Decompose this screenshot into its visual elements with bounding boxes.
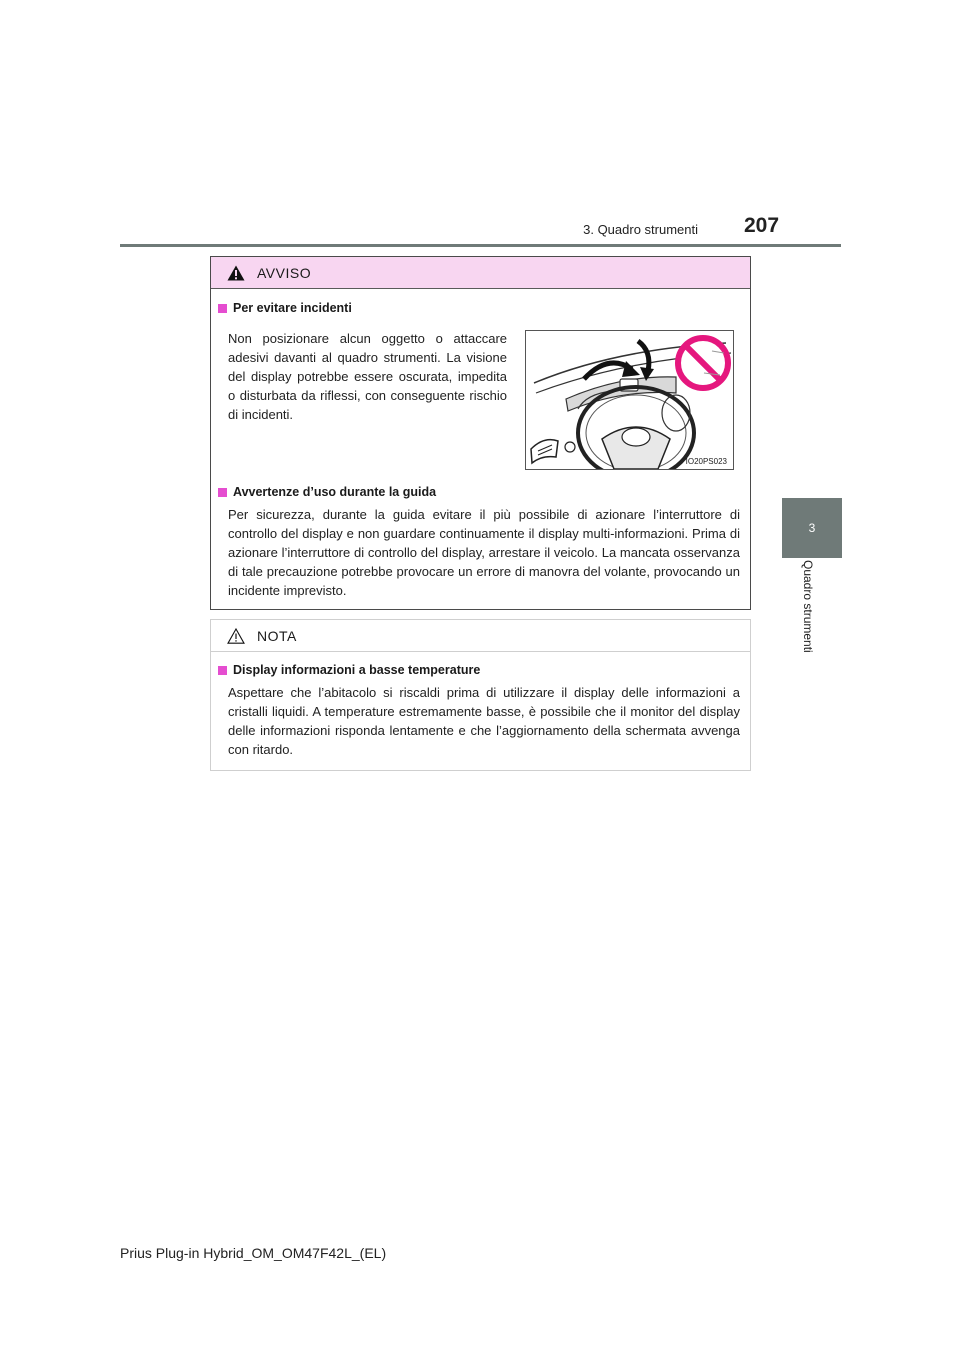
chapter-label: Quadro strumenti: [801, 560, 815, 653]
note-header: [211, 620, 750, 652]
warning-header: [211, 257, 750, 289]
warning-item-heading: Avvertenze d’uso durante la guida: [218, 485, 436, 499]
section-title: 3. Quadro strumenti: [583, 222, 698, 237]
warning-item-text: Per sicurezza, durante la guida evitare il più possibile di azionare l’interruttore di controllo del display e non guardare continuamente il display multi-informazioni. Prima di azionare l’interruttore di controllo del display, arrestare il veicolo. La mancata osservanza di tale precauzione potrebbe provocare un errore di manovra del volante, provocando un incidente imprevisto.: [228, 507, 740, 598]
figure-code: IO20PS023: [685, 457, 727, 466]
warning-title: AVVISO: [257, 264, 312, 281]
square-bullet-icon: [218, 304, 227, 313]
dashboard-drawing: [526, 331, 733, 469]
square-bullet-icon: [218, 488, 227, 497]
warning-item-heading: Per evitare incidenti: [218, 301, 352, 315]
header-rule: [120, 244, 841, 247]
square-bullet-icon: [218, 666, 227, 675]
warning-triangle-icon: [227, 265, 245, 281]
warning-item-text: Non posizionare alcun oggetto o attaccare adesivi davanti al quadro strumenti. La visione del display potrebbe essere oscurata, impedita o disturbata da riflessi, con conseguente rischio di incidenti.: [228, 331, 507, 422]
note-item-text: Aspettare che l’abitacolo si riscaldi prima di utilizzare il display delle informazioni a cristalli liquidi. A temperature estremamente basse, è possibile che il monitor del display delle informazioni risponda lentamente e che l’aggiornamento della schermata avvenga con ritardo.: [228, 685, 740, 757]
footer-document-id: Prius Plug-in Hybrid_OM_OM47F42L_(EL): [120, 1245, 387, 1261]
note-item-heading: Display informazioni a basse temperature: [218, 663, 480, 677]
note-box: [210, 619, 751, 771]
page-number: 207: [744, 214, 780, 237]
warning-box: [210, 256, 751, 610]
caution-triangle-icon: [227, 628, 245, 644]
dashboard-illustration: [525, 330, 734, 470]
chapter-tab: 3: [782, 498, 842, 558]
note-title: NOTA: [257, 627, 297, 644]
